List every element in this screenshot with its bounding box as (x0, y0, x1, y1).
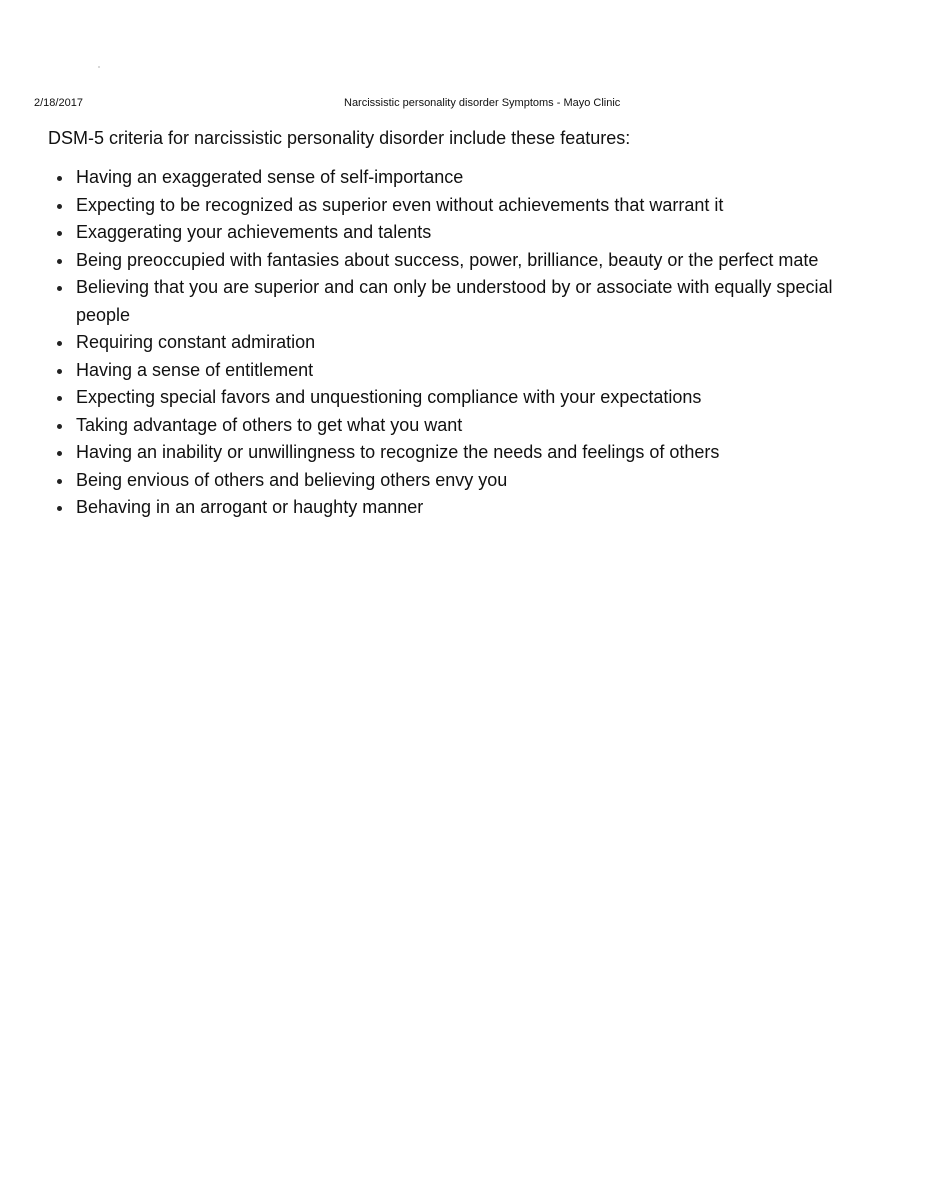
bullet-icon (57, 341, 62, 346)
bullet-icon (57, 259, 62, 264)
list-item-text: Behaving in an arrogant or haughty manner (76, 497, 424, 517)
list-item (48, 357, 878, 385)
list-item (48, 219, 878, 247)
list-item-text: Having an inability or unwillingness to recognize the needs and feelings of others (76, 442, 720, 462)
list-item-text: Being envious of others and believing others envy you (76, 469, 508, 490)
list-item (48, 467, 878, 495)
list-item-text: Being preoccupied with fantasies about success, power, brilliance, beauty or the perfect mate (76, 249, 819, 270)
list-item-text: Having an exaggerated sense of self-importance (76, 167, 464, 187)
print-page-title: Narcissistic personality disorder Symptoms - Mayo Clinic (344, 97, 621, 109)
criteria-list (48, 164, 878, 522)
list-item (48, 274, 878, 329)
bullet-icon (57, 204, 62, 209)
list-item-text: Having a sense of entitlement (76, 359, 314, 380)
bullet-icon (57, 451, 62, 456)
list-item-text: Requiring constant admiration (76, 332, 316, 352)
bullet-icon (57, 176, 62, 181)
list-item (48, 164, 878, 192)
bullet-icon (57, 479, 62, 484)
bullet-icon (57, 506, 62, 511)
list-item (48, 192, 878, 220)
list-item (48, 412, 878, 440)
list-item (48, 384, 878, 412)
print-header (34, 97, 927, 111)
bullet-icon (57, 396, 62, 401)
list-item-text: Believing that you are superior and can only be understood by or associate with equally special people (76, 277, 833, 325)
list-item-text: Expecting special favors and unquestioning compliance with your expectations (76, 387, 702, 407)
list-item (48, 439, 878, 467)
bullet-icon (57, 231, 62, 236)
intro-text: DSM-5 criteria for narcissistic personality disorder include these features: (48, 128, 631, 148)
list-item-text: Exaggerating your achievements and talents (76, 222, 432, 242)
list-item (48, 247, 878, 275)
document-body (48, 126, 878, 522)
bullet-icon (57, 369, 62, 374)
list-item (48, 329, 878, 357)
bullet-icon (57, 286, 62, 291)
list-item-text: Taking advantage of others to get what you want (76, 414, 463, 435)
list-item (48, 494, 878, 522)
scan-speck (98, 66, 100, 68)
bullet-icon (57, 424, 62, 429)
print-date: 2/18/2017 (34, 97, 83, 109)
list-item-text: Expecting to be recognized as superior even without achievements that warrant it (76, 194, 724, 215)
